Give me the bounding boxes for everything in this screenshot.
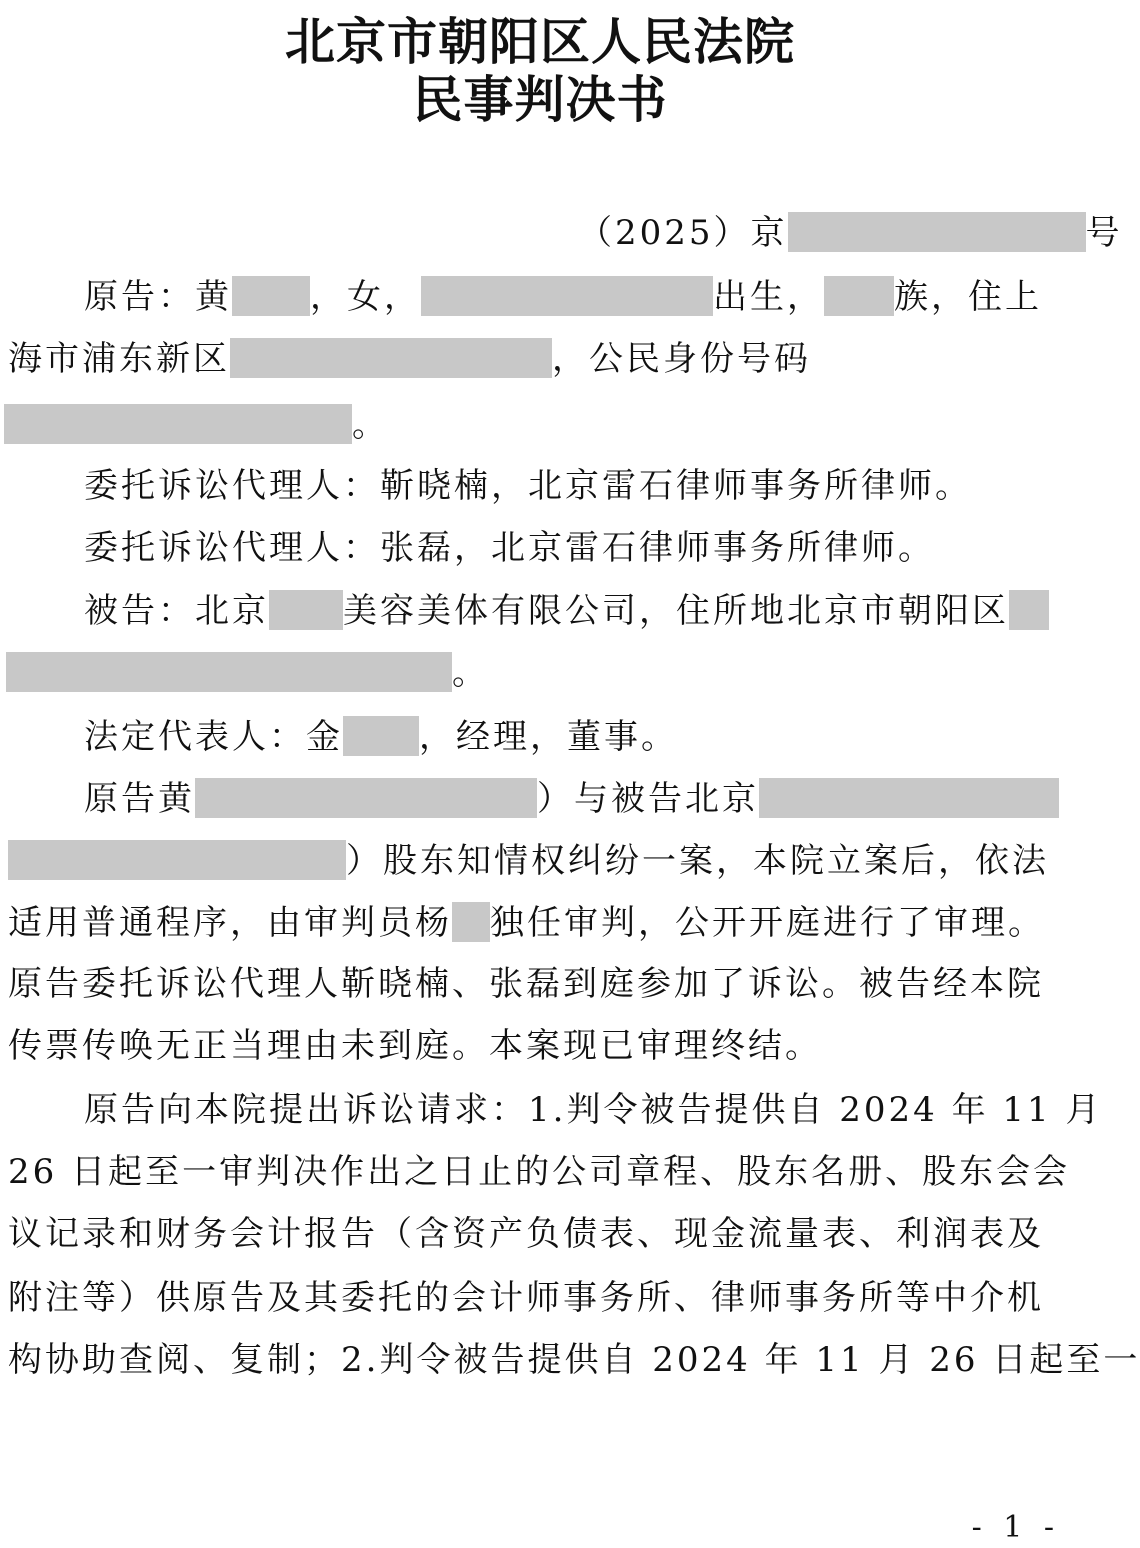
body-text: 独任审判，公开开庭进行了审理。 (490, 903, 1045, 943)
redaction-block (8, 840, 346, 880)
case-number-prefix: （2025）京 (578, 213, 788, 253)
plaintiff-birth: 出生， (713, 277, 824, 317)
plaintiff-line-1 (84, 276, 1042, 317)
redaction-block (343, 716, 419, 756)
plaintiff-end: 。 (352, 405, 389, 445)
body-line-10: 构协助查阅、复制；2.判令被告提供自 2024 年 11 月 26 日起至一 (8, 1340, 1140, 1380)
defendant-company: 美容美体有限公司，住所地北京市朝阳区 (343, 591, 1009, 631)
redaction-block (4, 404, 352, 444)
body-line-8: 议记录和财务会计报告（含资产负债表、现金流量表、利润表及 (8, 1214, 1044, 1254)
redaction-block (195, 778, 537, 818)
agent-2: 委托诉讼代理人：张磊，北京雷石律师事务所律师。 (84, 528, 935, 568)
redaction-block (1009, 590, 1049, 630)
document-type-title: 民事判决书 (412, 70, 668, 129)
redaction-block (824, 276, 894, 316)
legal-representative (84, 716, 678, 757)
case-number (578, 212, 1123, 253)
body-text: ）股东知情权纠纷一案，本院立案后，依法 (346, 841, 1049, 881)
body-line-5: 传票传唤无正当理由未到庭。本案现已审理终结。 (8, 1026, 822, 1066)
redaction-block (269, 590, 343, 630)
representative-label: 法定代表人：金 (84, 717, 343, 757)
representative-rest: ，经理，董事。 (419, 717, 678, 757)
redaction-block (421, 276, 713, 316)
body-line-7: 26 日起至一审判决作出之日止的公司章程、股东名册、股东会会 (8, 1152, 1071, 1192)
defendant-line-2 (6, 652, 489, 693)
plaintiff-address: 海市浦东新区 (8, 339, 230, 379)
redaction-block (6, 652, 452, 692)
body-line-3 (8, 902, 1045, 943)
court-title: 北京市朝阳区人民法院 (285, 12, 795, 71)
plaintiff-label: 原告：黄 (84, 277, 232, 317)
plaintiff-gender: ，女， (310, 277, 421, 317)
body-text: ）与被告北京 (537, 779, 759, 819)
defendant-line-1 (84, 590, 1049, 631)
redaction-block (788, 212, 1086, 252)
body-line-6: 原告向本院提出诉讼请求：1.判令被告提供自 2024 年 11 月 (84, 1090, 1103, 1130)
body-line-2 (8, 840, 1049, 881)
redaction-block (452, 902, 490, 942)
agent-1: 委托诉讼代理人：靳晓楠，北京雷石律师事务所律师。 (84, 466, 972, 506)
body-text: 适用普通程序，由审判员杨 (8, 903, 452, 943)
plaintiff-ethnicity: 族，住上 (894, 277, 1042, 317)
redaction-block (759, 778, 1059, 818)
case-number-suffix: 号 (1085, 213, 1123, 253)
body-line-1 (84, 778, 1059, 819)
plaintiff-line-2 (8, 338, 811, 379)
plaintiff-line-3 (4, 404, 389, 445)
body-line-4: 原告委托诉讼代理人靳晓楠、张磊到庭参加了诉讼。被告经本院 (8, 964, 1044, 1004)
page-number: - 1 - (971, 1510, 1060, 1545)
redaction-block (232, 276, 310, 316)
defendant-end: 。 (452, 653, 489, 693)
defendant-label: 被告：北京 (84, 591, 269, 631)
plaintiff-id-label: ，公民身份号码 (552, 339, 811, 379)
redaction-block (230, 338, 552, 378)
body-text: 原告黄 (84, 779, 195, 819)
body-line-9: 附注等）供原告及其委托的会计师事务所、律师事务所等中介机 (8, 1278, 1044, 1318)
